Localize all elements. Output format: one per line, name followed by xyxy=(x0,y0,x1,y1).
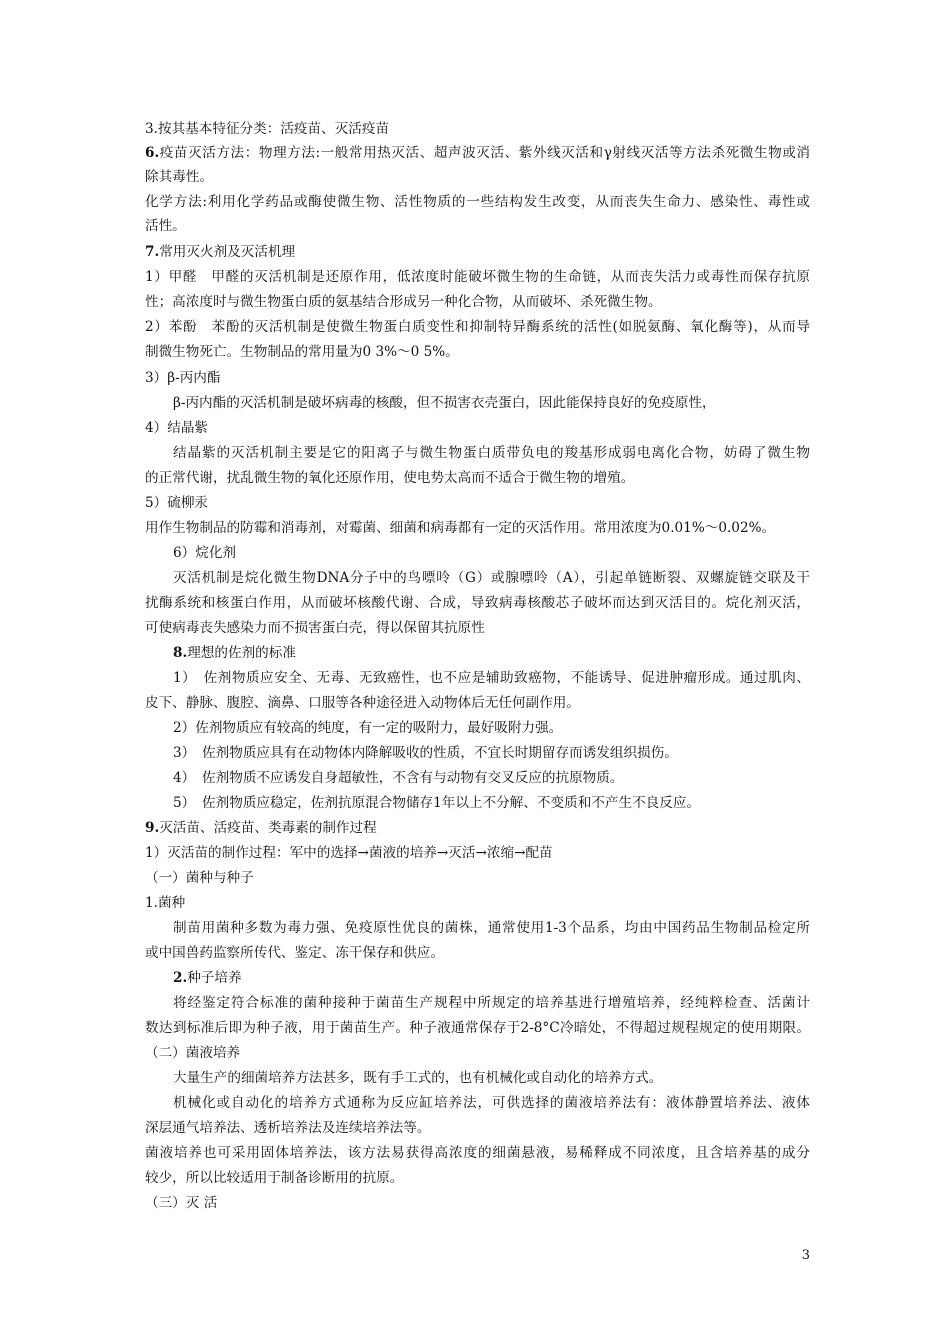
text-line: 性；高浓度时与微生物蛋白质的氨基结合形成另一种化合物，从而破坏、杀死微生物。 xyxy=(145,294,662,310)
text-line-sec6-heading: 6.疫苗灭活方法：物理方法:一般常用热灭活、超声波灭活、紫外线灭活和γ射线灭活等方法杀死微生物或消 xyxy=(145,145,810,161)
text-line: 菌液培养也可采用固体培养法，该方法易获得高浓度的细菌悬液，易稀释成不同浓度，且含培养基的成分 xyxy=(145,1145,810,1161)
text-line: β-丙内酯的灭活机制是破坏病毒的核酸，但不损害衣壳蛋白，因此能保持良好的免疫原性， xyxy=(173,395,716,411)
text-line: 3）β-丙内酯 xyxy=(145,370,221,386)
text-line: 制苗用菌种多数为毒力强、免疫原性优良的菌株，通常使用1-3个品系，均由中国药品生物制品检定所 xyxy=(173,920,810,936)
text-line: 除其毒性。 xyxy=(145,169,213,185)
text-line: 5）硫柳汞 xyxy=(145,495,209,511)
text-line: 制微生物死亡。生物制品的常用量为0 3%～0 5%。 xyxy=(145,344,459,360)
text-line: 皮下、静脉、腹腔、滴鼻、口服等各种途径进入动物体后无任何副作用。 xyxy=(145,695,580,711)
text-line: 扰酶系统和核蛋白作用，从而破坏核酸代谢、合成，导致病毒核酸芯子破坏而达到灭活目的。烷化剂灭活， xyxy=(145,595,810,611)
text-line: 1）灭活苗的制作过程：军中的选择→菌液的培养→灭活→浓缩→配苗 xyxy=(145,845,553,861)
text-line: 4）结晶紫 xyxy=(145,420,209,436)
text-line: 的正常代谢，扰乱微生物的氧化还原作用，使电势太高而不适合于微生物的增殖。 xyxy=(145,470,635,486)
page-number: 3 xyxy=(801,1248,810,1263)
text-line-sec9-heading: 9.灭活苗、活疫苗、类毒素的制作过程 xyxy=(145,820,377,836)
section-number: 6. xyxy=(145,145,160,161)
text-line: 数达到标准后即为种子液，用于菌苗生产。种子液通常保存于2-8°C冷暗处，不得超过规程规定的使用期限。 xyxy=(145,1020,810,1036)
text-line: 灭活机制是烷化微生物DNA分子中的鸟嘌呤（G）或腺嘌呤（A），引起单链断裂、双螺旋链交联及干 xyxy=(173,570,810,586)
text-line: 大量生产的细菌培养方法甚多，既有手工式的，也有机械化或自动化的培养方式。 xyxy=(173,1070,663,1086)
section-number: 7. xyxy=(145,244,160,260)
section-number: 2. xyxy=(173,970,188,986)
text-line: 6）烷化剂 xyxy=(173,545,237,561)
text-line-sec7-heading: 7.常用灭火剂及灭活机理 xyxy=(145,244,296,260)
section-number: 9. xyxy=(145,820,160,836)
section-number: 8. xyxy=(173,645,188,661)
text-line: 或中国兽药监察所传代、鉴定、冻干保存和供应。 xyxy=(145,945,445,961)
text-line: 用作生物制品的防霉和消毒剂，对霉菌、细菌和病毒都有一定的灭活作用。常用浓度为0.01%～0.02%。 xyxy=(145,520,776,536)
text-line: 将经鉴定符合标准的菌种接种于菌苗生产规程中所规定的培养基进行增殖培养，经纯粹检查、活菌计 xyxy=(173,995,810,1011)
text-line: （一）菌种与种子 xyxy=(145,870,254,886)
text-line: 机械化或自动化的培养方式通称为反应缸培养法，可供选择的菌液培养法有：液体静置培养法、液体 xyxy=(173,1095,810,1111)
text-line: 2）苯酚 苯酚的灭活机制是使微生物蛋白质变性和抑制特异酶系统的活性(如脱氨酶、氧化酶等)，从而导 xyxy=(145,319,810,335)
text-line-sec5-item3: 3.按其基本特征分类：活疫苗、灭活疫苗 xyxy=(145,121,390,137)
text-line: 可使病毒丧失感染力而不损害蛋白壳，得以保留其抗原性 xyxy=(145,620,485,636)
text-line: 5） 佐剂物质应稳定，佐剂抗原混合物储存1年以上不分解、不变质和不产生不良反应。 xyxy=(173,795,701,811)
text-line: （三）灭 活 xyxy=(145,1195,218,1211)
text-line: 2）佐剂物质应有较高的纯度，有一定的吸附力，最好吸附力强。 xyxy=(173,720,563,736)
text-line-sec8-heading: 8.理想的佐剂的标准 xyxy=(173,645,296,661)
text-line: 结晶紫的灭活机制主要是它的阳离子与微生物蛋白质带负电的羧基形成弱电离化合物，妨碍了微生物 xyxy=(173,445,810,461)
text-line: 活性。 xyxy=(145,218,186,234)
text-line: （二）菌液培养 xyxy=(145,1045,241,1061)
text-line: 1）甲醛 甲醛的灭活机制是还原作用，低浓度时能破坏微生物的生命链，从而丧失活力或毒性而保存抗原 xyxy=(145,269,810,285)
text-line: 深层通气培养法、透析培养法及连续培养法等。 xyxy=(145,1120,431,1136)
text-line-subheading: 2.种子培养 xyxy=(173,970,242,986)
text-line: 4） 佐剂物质不应诱发自身超敏性，不含有与动物有交叉反应的抗原物质。 xyxy=(173,770,624,786)
text-line: 3） 佐剂物质应具有在动物体内降解吸收的性质，不宜长时期留存而诱发组织损伤。 xyxy=(173,745,678,761)
text-line: 化学方法:利用化学药品或酶使微生物、活性物质的一些结构发生改变，从而丧失生命力、感染性、毒性或 xyxy=(145,194,810,210)
text-line: 1.菌种 xyxy=(145,895,186,911)
text-line: 1） 佐剂物质应安全、无毒、无致癌性，也不应是辅助致癌物，不能诱导、促进肿瘤形成。通过肌肉、 xyxy=(173,670,810,686)
text-line: 较少，所以比较适用于制备诊断用的抗原。 xyxy=(145,1170,404,1186)
